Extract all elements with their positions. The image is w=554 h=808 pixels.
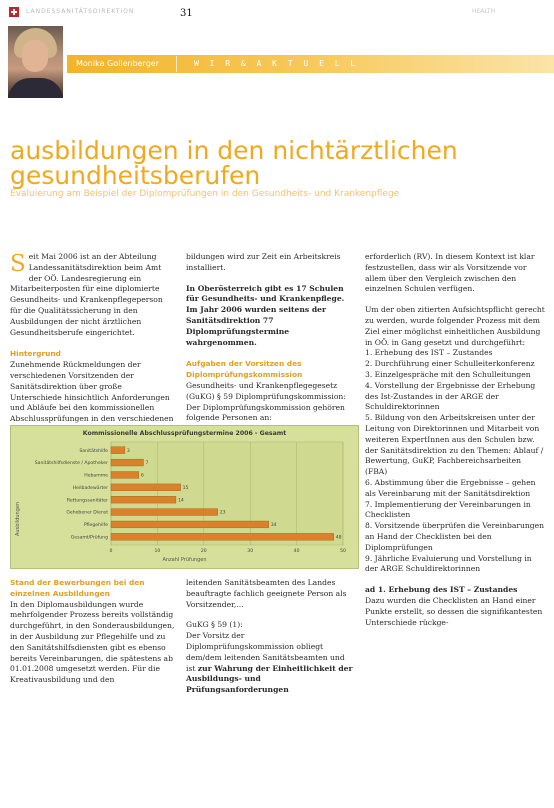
chart-value-label: 6 — [140, 473, 144, 479]
chart-value-label: 48 — [335, 535, 342, 541]
article-title: ausbildungen in den nichtärztlichen gesundheitsberufen — [10, 136, 458, 190]
process-step: 6. Abstimmung über die Ergebnisse – gehen als Vereinbarung mit der Sanitätsdirektion — [365, 477, 536, 498]
paragraph-gukg-59: Gesundheits- und Krankenpflegegesetz (GuKG) § 59 Diplomprüfungskommission: — [186, 380, 346, 401]
paragraph-schulen: In Oberösterreich gibt es 17 Schulen für Gesundheits- und Krankenpflege. Im Jahr 2006 wurden seitens der Sanitätsdirektion 77 Diplomprüfungstermine wahrgenommen. — [186, 283, 345, 347]
chart-bar — [111, 533, 334, 540]
page-header — [0, 0, 554, 20]
paragraph-kommission: Der Diplomprüfungskommission gehören folgende Personen an: — [186, 402, 345, 423]
author-photo — [8, 26, 63, 98]
column-1-top — [10, 252, 175, 447]
process-step: 5. Bildung von den Arbeitskreisen unter der Leitung von Direktorinnen und Mitarbeit von weiteren ExpertInnen aus den Schulen bzw. der Sanitätsdirektion zu den Themen: Ablauf / Bewertung, GuKP, Fachbereichsarbeiten (FBA) — [365, 413, 544, 477]
chart-bar — [111, 521, 269, 528]
chart-category-label: Rettungssanitäter — [66, 498, 108, 504]
drop-cap: S — [10, 251, 26, 277]
chart-value-label: 3 — [126, 448, 130, 454]
column-2-top — [186, 252, 354, 446]
chart-category-label: Hebamme — [84, 473, 108, 479]
chart-x-axis-label: Anzahl Prüfungen — [162, 557, 207, 563]
chart-plot — [11, 426, 358, 568]
chart-category-label: Sanitätshilfe — [79, 448, 108, 454]
process-step: 3. Einzelgespräche mit den Schulleitungen — [365, 369, 531, 379]
heading-ad-1: ad 1. Erhebung des IST – Zustandes — [365, 585, 518, 595]
section-kicker: W I R & A K T U E L L — [194, 59, 359, 68]
chart-y-axis-label: Ausbildungen — [15, 501, 21, 536]
paragraph-erforderlich: erforderlich (RV). In diesem Kontext ist klar festzustellen, dass wir als Vorsitzende vor allem über den Vergleich zwischen den einzelnen Schulen verfügen. — [365, 252, 535, 294]
vorsitz-text: Der Vorsitz der Diplomprüfungskommission obliegt dem/dem leitenden Sanitätsbeamten und ist — [186, 631, 345, 673]
process-steps — [365, 348, 545, 575]
cross-logo-icon — [9, 7, 19, 17]
column-2-bottom — [186, 578, 354, 696]
intro-text: eit Mai 2006 ist an der Abteilung Landessanitätsdirektion beim Amt der OÖ. Landesregierung ein Mitarbeiterposten für eine diplomierte Gesundheits- und Krankenpflegeperson für die Qualitätssicherung in den Ausbildungen der nicht ärztlichen Gesundheitsberufe eingerichtet. — [10, 252, 163, 337]
publication-label: LANDESSANITÄTSDIREKTION — [26, 8, 135, 15]
process-step: 9. Jährliche Evaluierung und Vorstellung in der ARGE Schuldirektorinnen — [365, 553, 532, 574]
paragraph-gukg-59-1: GuKG § 59 (1): — [186, 620, 243, 630]
column-3 — [365, 252, 545, 628]
bar-chart — [10, 425, 359, 569]
chart-bar — [111, 509, 218, 516]
chart-category-label: Gehobener Dienst — [66, 510, 108, 516]
chart-value-label: 15 — [182, 485, 189, 491]
chart-bar — [111, 472, 139, 479]
chart-value-label: 34 — [270, 523, 277, 529]
chart-category-label: Heilbadewärter — [72, 485, 108, 491]
author-bar-divider — [176, 56, 177, 72]
process-step: 1. Erhebung des IST – Zustandes — [365, 348, 493, 358]
vorsitz-bold-text: zur Wahrung der Einheitlichkeit der Ausbildungs- und Prüfungsanforderungen — [186, 663, 353, 695]
section-label: HEALTH — [472, 8, 496, 15]
process-step: 8. Vorsitzende überprüfen die Vereinbarungen an Hand der Checklisten bei den Diplomprüfungen — [365, 521, 545, 552]
process-step: 2. Durchführung einer Schulleiterkonferenz — [365, 359, 535, 369]
process-step: 7. Implementierung der Vereinbarungen in Checklisten — [365, 499, 531, 520]
chart-x-tick-label: 0 — [109, 549, 113, 554]
chart-value-label: 23 — [219, 510, 226, 516]
chart-bar — [111, 459, 143, 466]
chart-value-label: 14 — [177, 498, 184, 504]
heading-aufgaben: Aufgaben der Vorsitzen des Diplomprüfungskommission — [186, 359, 303, 380]
chart-category-label: Gesamt/Prüfung — [70, 535, 108, 541]
chart-category-label: Sanitätshilfsdienste / Apotheker — [34, 461, 108, 467]
chart-category-label: Pflegehilfe — [83, 523, 108, 529]
paragraph-prozess: Um der oben zitierten Aufsichtspflicht gerecht zu werden, wurde folgender Prozess mit dem Ziel einer möglichst einheitlichen Ausbildung in OÖ. in Gang gesetzt und durchgeführt: — [365, 305, 545, 347]
process-step: 4. Vorstellung der Ergebnisse der Erhebung des Ist-Zustandes in der ARGE der Schuldirektorinnen — [365, 380, 536, 412]
paragraph-arbeitskreis: bildungen wird zur Zeit ein Arbeitskreis installiert. — [186, 252, 341, 272]
heading-hintergrund: Hintergrund — [10, 349, 61, 359]
chart-bar — [111, 484, 181, 491]
chart-x-tick-label: 50 — [340, 549, 346, 554]
chart-x-tick-label: 30 — [247, 549, 254, 554]
paragraph-hintergrund: Zunehmende Rückmeldungen der verschiedenen Vorsitzenden der Sanitätsdirektion über große Unterschiede hinsichtlich Anforderungen und Abläufe bei den kommissionellen Abschlussprüfungen in den verschiedenen — [10, 360, 174, 424]
paragraph-checklisten: Dazu wurden die Checklisten an Hand einer Punkte erstellt, so dessen die signifikantesten Unterschiede rückge- — [365, 595, 543, 627]
page-number: 31 — [180, 8, 193, 19]
chart-bar — [111, 496, 176, 503]
intro-paragraph — [10, 252, 175, 338]
heading-stand: Stand der Bewerbungen bei den einzelnen Ausbildungen — [10, 578, 145, 598]
paragraph-stand: In den Diplomausbildungen wurde mehrfolgender Prozess bereits vollständig durchgeführt, in den Sonderausbildungen, in der Ausbildung zur Pflegehilfe und zu den Sanitätshilfsdiensten gibt es ebenso bereits Vereinbarungen, die spätestens ab 01.01.2008 umgesetzt werden. Für die Kreativausbildung und den — [10, 599, 175, 685]
paragraph-vorsitz — [186, 631, 354, 696]
chart-title: Kommissionelle Abschlussprüfungstermine 2006 - Gesamt — [82, 430, 287, 437]
chart-x-tick-label: 10 — [154, 549, 161, 554]
chart-bar — [111, 447, 125, 454]
column-1-bottom — [10, 578, 175, 686]
chart-x-tick-label: 40 — [293, 549, 300, 554]
author-name: Monika Gollenberger — [76, 59, 159, 68]
chart-x-tick-label: 20 — [200, 549, 207, 554]
paragraph-vorsitzender: leitenden Sanitätsbeamten des Landes beauftragte fachlich geeignete Person als Vorsitzender,... — [186, 578, 347, 609]
article-subtitle: Evaluierung am Beispiel der Diplomprüfungen in den Gesundheits- und Krankenpflege — [10, 189, 400, 199]
chart-value-label: 7 — [145, 461, 149, 467]
